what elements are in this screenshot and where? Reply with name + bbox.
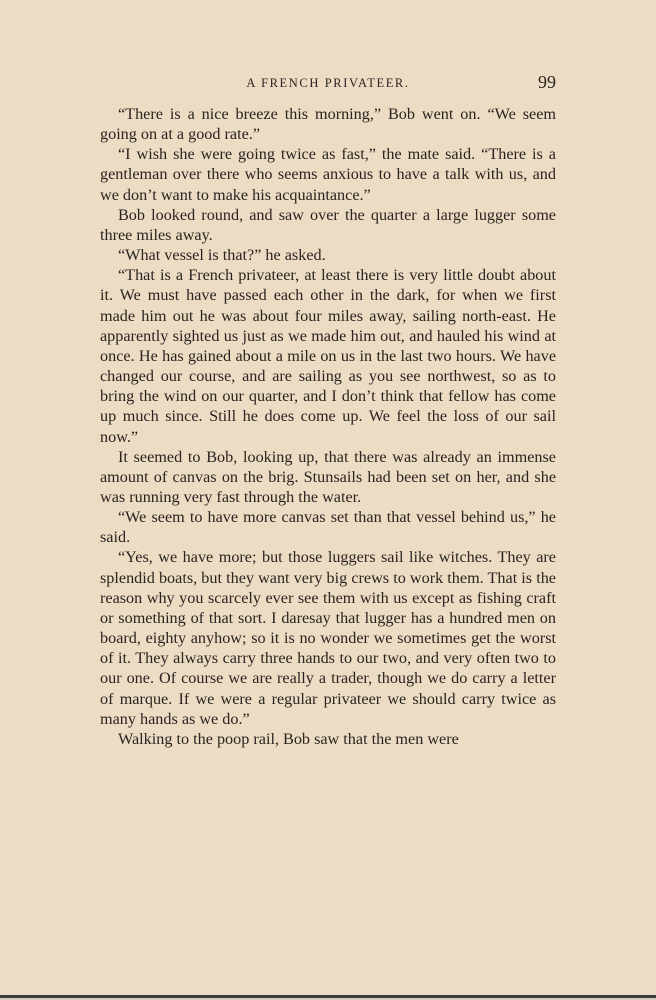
paragraph: “There is a nice breeze this morning,” Bob went on. “We seem going on at a good rate.”	[100, 105, 556, 144]
paragraph: Walking to the poop rail, Bob saw that the men were	[118, 729, 459, 748]
paragraph: “Yes, we have more; but those luggers sail like witches. They are splendid boats, but they want very big crews to work them. That is the reason why you scarcely ever see them with us except as fishing craft or something of that sort. I daresay that lugger has a hundred men on board, eighty anyhow; so it is no wonder we sometimes get the worst of it. They always carry three hands to our two, and very often two to our one. Of course we are really a trader, though we do carry a letter of marque. If we were a regular privateer we should carry twice as many hands as we do.”	[100, 548, 556, 728]
body-text	[100, 104, 556, 749]
running-head	[100, 72, 556, 94]
paragraph: “We seem to have more canvas set than that vessel behind us,” he said.	[100, 508, 556, 547]
paragraph: “That is a French privateer, at least there is very little doubt about it. We must have passed each other in the dark, for when we first made him out he was about four miles away, sailing north-east. He apparently sighted us just as we made him out, and hauled his wind at once. He has gained about a mile on us in the last two hours. We have changed our course, and are sailing as you see northwest, so as to bring the wind on our quarter, and I don’t think that fellow has come up much since. Still he does come up. We feel the loss of our sail now.”	[100, 266, 556, 446]
paragraph: “I wish she were going twice as fast,” the mate said. “There is a gentleman over there who seems anxious to have a talk with us, and we don’t want to make his acquaintance.”	[100, 145, 556, 204]
paragraph: Bob looked round, and saw over the quarter a large lugger some three miles away.	[100, 205, 556, 244]
paragraph: “What vessel is that?” he asked.	[118, 246, 326, 265]
page-number: 99	[538, 72, 556, 92]
running-title: A FRENCH PRIVATEER.	[246, 76, 410, 90]
paragraph: It seemed to Bob, looking up, that there was already an immense amount of canvas on the brig. Stunsails had been set on her, and she was running very fast through the water.	[100, 447, 556, 506]
